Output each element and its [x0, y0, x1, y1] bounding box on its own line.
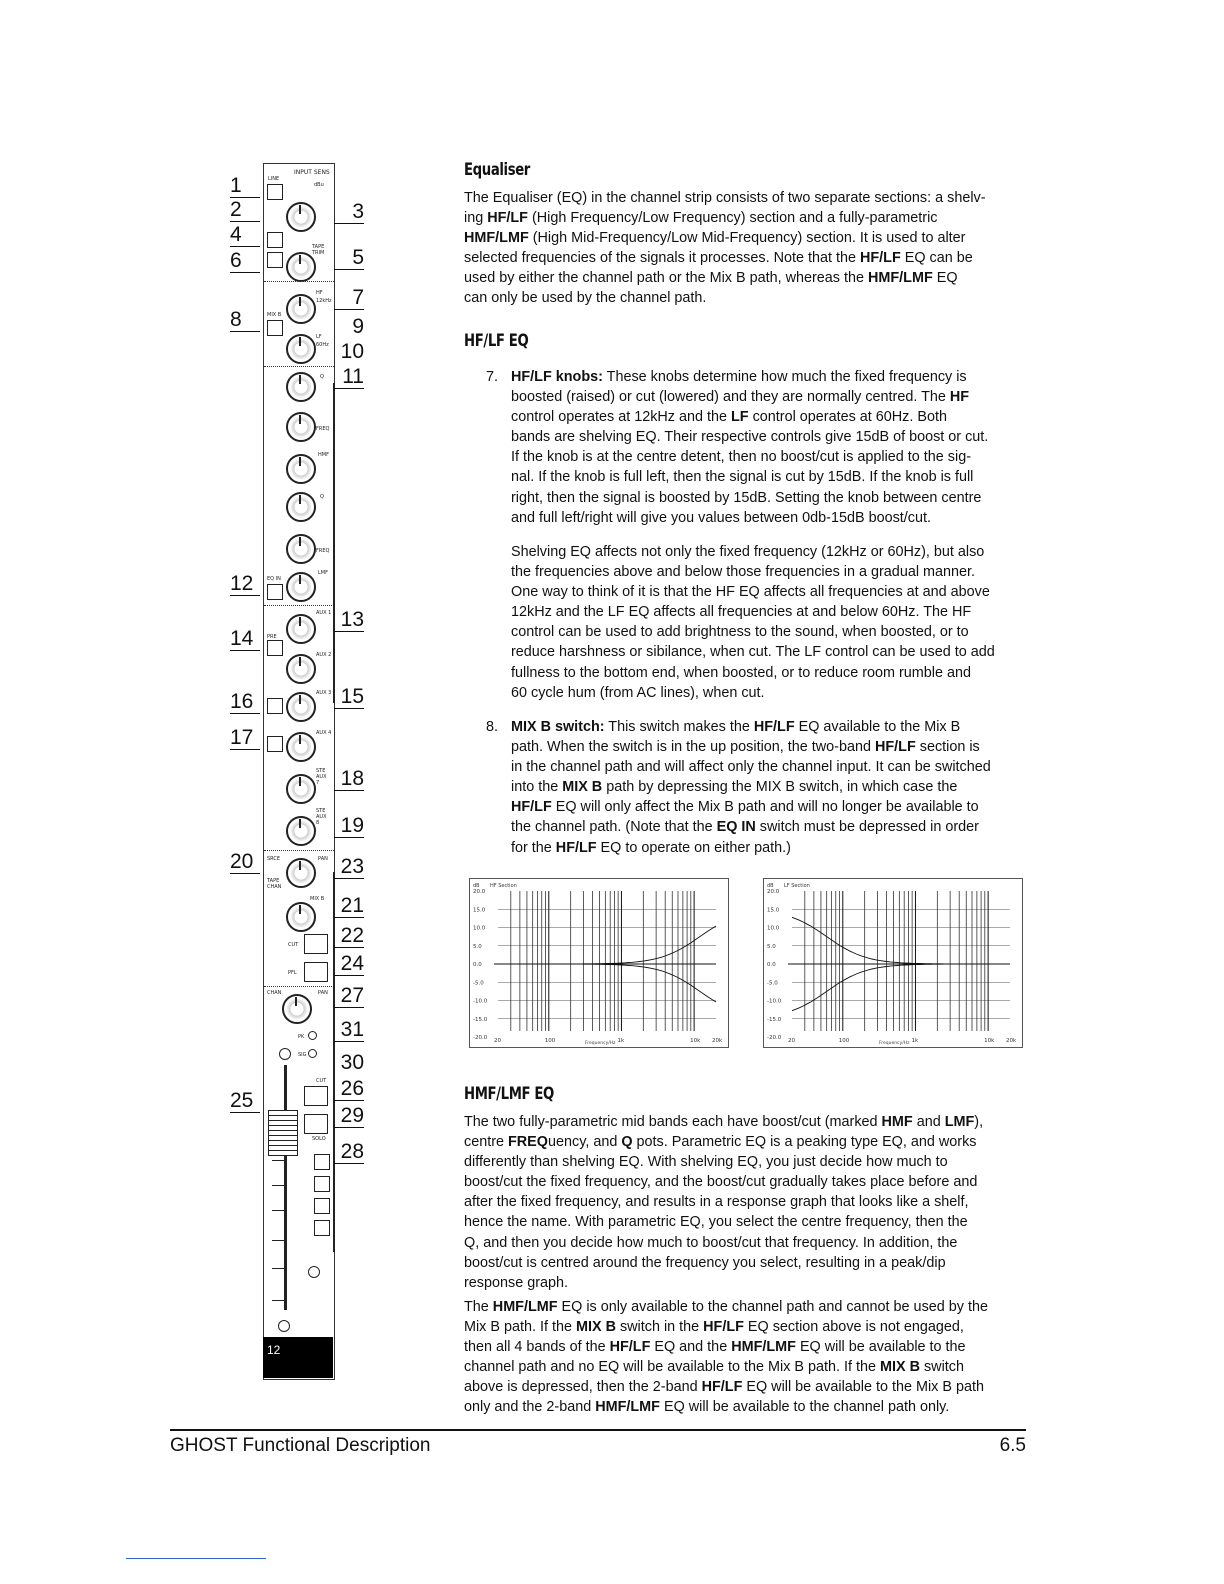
item-8-text — [511, 717, 1061, 858]
separator — [264, 605, 334, 606]
text-line: Shelving EQ affects not only the fixed frequency (12kHz or 60Hz), but also — [511, 544, 985, 560]
text-line: HF/LF EQ will only affect the Mix B path and will no longer be available to — [511, 799, 979, 816]
solo-button — [304, 1114, 328, 1134]
text-line: Mix B path. If the MIX B switch in the HF/LF EQ section above is not engaged, — [464, 1319, 964, 1336]
lmf-q-knob — [286, 492, 316, 522]
x-axis-label: Frequency/Hz — [585, 1041, 616, 1046]
eq-in-switch — [267, 584, 283, 600]
text-line: boosted (raised) or cut (lowered) and they are normally centred. The HF — [511, 389, 970, 406]
text-line: HF/LF knobs: These knobs determine how much the fixed frequency is — [511, 369, 967, 385]
y-tick-label: -15.0 — [473, 1016, 488, 1023]
boost-curve — [498, 926, 716, 964]
equaliser-paragraph — [464, 188, 1034, 309]
tape-trim-knob — [286, 252, 316, 282]
source-label: SRCE — [267, 856, 281, 862]
separator — [264, 986, 334, 987]
channel-cut-button — [304, 1086, 328, 1106]
mix-b-label: MIX B — [267, 312, 282, 318]
cut-label: CUT — [288, 942, 299, 948]
text-line: right, then the signal is boosted by 15dB. Setting the knob between centre — [511, 489, 982, 506]
aux3-knob — [286, 692, 316, 722]
line-switch — [267, 184, 283, 200]
input-sens-label: INPUT SENS — [294, 169, 330, 176]
callout-29: 29 — [334, 1105, 364, 1128]
callout-25: 25 — [230, 1090, 260, 1113]
callout-21: 21 — [334, 895, 364, 918]
separator — [264, 850, 334, 851]
hf-label: HF — [316, 290, 323, 296]
text-line: the channel path. (Note that the EQ IN switch must be depressed in order — [511, 819, 979, 836]
pan-label: PAN — [318, 856, 328, 862]
sig-label: SIG — [298, 1052, 307, 1058]
channel-number-plate — [263, 1337, 333, 1378]
callout-28: 28 — [334, 1141, 364, 1164]
text-line: MIX B switch: This switch makes the HF/LF EQ available to the Mix B — [511, 719, 961, 735]
pk-label: PK — [298, 1034, 305, 1040]
hmflmf-paragraph-2 — [464, 1297, 1039, 1418]
callout-22: 22 — [334, 925, 364, 948]
ste-aux7-label: STE AUX 7 — [316, 768, 327, 786]
aux2-knob — [286, 654, 316, 684]
x-tick-label: 10k — [690, 1038, 701, 1044]
lmf-freq-knob — [286, 534, 316, 564]
callout-27: 27 — [334, 985, 364, 1008]
callout-16: 16 — [230, 691, 260, 714]
x-tick-label: 1k — [617, 1038, 625, 1044]
hf-section-graph — [469, 878, 729, 1048]
footer-rule — [170, 1429, 1026, 1431]
text-line: control operates at 12kHz and the LF control operates at 60Hz. Both — [511, 409, 947, 426]
aux1-knob — [286, 614, 316, 644]
x-tick-label: 1k — [911, 1038, 919, 1044]
input-sens-knob — [286, 202, 316, 232]
text-line: ing HF/LF (High Frequency/Low Frequency) section and a fully-parametric — [464, 210, 938, 227]
pan-knob — [286, 858, 316, 888]
text-line: reduce harshness or sibilance, when cut. The LF control can be used to add — [511, 644, 995, 661]
bottom-link-line — [126, 1558, 266, 1559]
x-tick-label: 100 — [838, 1038, 850, 1044]
fader-tick — [272, 1210, 284, 1211]
graph-unit-label: dB — [473, 883, 480, 889]
text-line: in the channel path and will affect only the channel input. It can be switched — [511, 759, 991, 776]
callout-18: 18 — [334, 768, 364, 791]
x-tick-label: 10k — [984, 1038, 995, 1044]
aux2-label: AUX 2 — [316, 652, 332, 658]
graph-title: HF Section — [490, 883, 517, 889]
hmf-freq-label: FREQ — [316, 426, 330, 432]
text-line: The two fully-parametric mid bands each have boost/cut (marked HMF and LMF), — [464, 1114, 984, 1130]
route-5-6-switch — [314, 1198, 330, 1214]
text-line: If the knob is at the centre detent, then no boost/cut is applied to the sig- — [511, 449, 971, 466]
lf-knob — [286, 334, 316, 364]
callout-15: 15 — [334, 686, 364, 709]
equaliser-heading: Equaliser — [464, 160, 530, 180]
aux-switch — [267, 736, 283, 752]
aux4-knob — [286, 732, 316, 762]
callout-8: 8 — [230, 309, 260, 332]
y-tick-label: -20.0 — [767, 1035, 782, 1041]
text-line: response graph. — [464, 1274, 569, 1291]
lmf-label: LMF — [318, 570, 328, 576]
line-label: LINE — [268, 176, 280, 182]
mix-b-cut-button — [304, 934, 328, 954]
hmf-label: HMF — [318, 452, 329, 458]
pfl-label: PFL — [288, 970, 297, 976]
tape-source-label: TAPE — [267, 878, 280, 884]
route-3-4-switch — [314, 1176, 330, 1192]
callout-20: 20 — [230, 851, 260, 874]
fader-track — [284, 1065, 287, 1310]
lmf-q-label: Q — [320, 494, 324, 500]
pre-label: PRE — [267, 634, 277, 640]
channel-pan-knob — [282, 994, 312, 1024]
mix-b-knob-label: MIX B — [310, 896, 325, 902]
y-tick-label: 15.0 — [473, 907, 486, 914]
callout-9: 9 — [352, 315, 364, 338]
callout-13: 13 — [334, 609, 364, 632]
eq-in-label: EQ IN — [267, 576, 281, 582]
lf-section-graph — [763, 878, 1023, 1048]
callout-3: 3 — [334, 201, 364, 224]
chan-source-label: CHAN — [267, 884, 282, 890]
callout-2: 2 — [230, 199, 260, 222]
page-number: 6.5 — [999, 1435, 1026, 1456]
callout-31: 31 — [334, 1019, 364, 1042]
screw-icon — [308, 1266, 320, 1278]
route-7-8-switch — [314, 1220, 330, 1236]
pre-switch — [267, 640, 283, 656]
hmf-gain-knob — [286, 454, 316, 484]
hmf-freq-knob — [286, 412, 316, 442]
boost-curve — [792, 917, 1010, 964]
callout-4: 4 — [230, 224, 260, 247]
text-line: can only be used by the channel path. — [464, 290, 707, 307]
text-line: Q, and then you decide how much to boost/cut that frequency. In addition, the — [464, 1234, 958, 1251]
text-line: fullness to the bottom end, when boosted, or to reduce room rumble and — [511, 664, 971, 681]
lf-label: LF — [316, 334, 322, 340]
text-line: control can be used to add brightness to the sound, when boosted, or to — [511, 624, 969, 641]
mix-b-level-knob — [286, 902, 316, 932]
callout-7: 7 — [334, 287, 364, 310]
mix-b-pfl-button — [304, 962, 328, 982]
x-tick-label: 20 — [494, 1038, 501, 1044]
text-line: hence the name. With parametric EQ, you select the centre frequency, then the — [464, 1214, 968, 1231]
text-line: centre FREQuency, and Q pots. Parametric EQ is a peaking type EQ, and works — [464, 1134, 977, 1151]
callout-30: 30 — [340, 1051, 364, 1074]
dbu-label: dBu — [314, 182, 324, 188]
item-8-number: 8. — [486, 719, 499, 735]
y-tick-label: 15.0 — [767, 907, 780, 914]
text-line: then all 4 bands of the HF/LF EQ and the HMF/LMF EQ will be available to the — [464, 1339, 966, 1356]
text-line: into the MIX B path by depressing the MIX B switch, in which case the — [511, 779, 958, 796]
switch-4 — [267, 232, 283, 248]
callout-10: 10 — [340, 340, 364, 363]
text-line: boost/cut the fixed frequency, and the boost/cut gradually takes place before and — [464, 1174, 978, 1191]
text-line: The HMF/LMF EQ is only available to the channel path and cannot be used by the — [464, 1299, 988, 1315]
aux4-label: AUX 4 — [316, 730, 332, 736]
text-line: The Equaliser (EQ) in the channel strip consists of two separate sections: a shelv- — [464, 190, 986, 206]
text-line: for the HF/LF EQ to operate on either path.) — [511, 839, 791, 856]
text-line: 60 cycle hum (from AC lines), when cut. — [511, 684, 765, 701]
callout-24: 24 — [334, 953, 364, 976]
y-tick-label: -15.0 — [767, 1016, 782, 1023]
text-line: channel path and no EQ will be available to the Mix B path. If the MIX B switch — [464, 1359, 964, 1376]
text-line: and full left/right will give you values between 0db-15dB boost/cut. — [511, 509, 931, 526]
callout-19: 19 — [334, 815, 364, 838]
x-tick-label: 20k — [1006, 1038, 1017, 1044]
channel-strip-diagram — [263, 163, 335, 1380]
text-line: nal. If the knob is full left, then the signal is cut by 15dB. If the knob is full — [511, 469, 974, 486]
graph-unit-label: dB — [767, 883, 774, 889]
text-line: differently than shelving EQ. With shelving EQ, you just decide how much to — [464, 1154, 948, 1171]
callout-11: 11 — [334, 366, 364, 389]
x-tick-label: 100 — [544, 1038, 556, 1044]
cut-curve — [498, 964, 716, 1002]
y-tick-label: 5.0 — [473, 943, 482, 950]
y-tick-label: 5.0 — [767, 943, 776, 950]
hmf-q-label: Q — [320, 374, 324, 380]
hflf-heading: HF/LF EQ — [464, 331, 529, 351]
y-tick-label: -10.0 — [473, 998, 488, 1005]
fader-tick — [272, 1185, 284, 1186]
item-7 — [486, 367, 1036, 528]
aux1-label: AUX 1 — [316, 610, 332, 616]
y-tick-label: 0.0 — [767, 962, 776, 968]
aux3-label: AUX 3 — [316, 690, 332, 696]
callout-1: 1 — [230, 175, 260, 198]
item-8 — [486, 717, 1036, 858]
y-tick-label: -5.0 — [767, 980, 778, 987]
separator — [264, 366, 334, 367]
screw-icon — [279, 1048, 291, 1060]
hf-graph-svg — [470, 879, 728, 1047]
solo-label: SOLO — [312, 1136, 326, 1142]
callout-26: 26 — [334, 1078, 364, 1101]
mix-b-switch — [267, 320, 283, 336]
fader-tick — [272, 1160, 284, 1161]
callout-23: 23 — [334, 856, 364, 879]
text-line: after the fixed frequency, and results in a response graph that looks like a shelf, — [464, 1194, 969, 1211]
channel-cut-label: CUT — [316, 1078, 327, 1084]
graph-title: LF Section — [784, 883, 810, 889]
signal-led — [308, 1049, 317, 1058]
tape-trim-label: TAPE TRIM — [312, 244, 325, 256]
text-line: above is depressed, then the 2-band HF/LF EQ will be available to the Mix B path — [464, 1379, 984, 1396]
peak-led — [308, 1031, 317, 1040]
hmf-q-knob — [286, 372, 316, 402]
screw-icon — [278, 1320, 290, 1332]
shelving-paragraph — [511, 542, 1041, 703]
separator — [264, 281, 334, 282]
rev-switch — [267, 252, 283, 268]
fader-cap — [268, 1110, 298, 1156]
callout-12: 12 — [230, 573, 260, 596]
x-tick-label: 20k — [712, 1038, 723, 1044]
y-tick-label: 0.0 — [473, 962, 482, 968]
chan-pan-label: PAN — [318, 990, 328, 996]
callout-17: 17 — [230, 727, 260, 750]
hmflmf-heading: HMF/LMF EQ — [464, 1084, 554, 1104]
item-7-number: 7. — [486, 369, 499, 385]
text-line: the frequencies above and below those frequencies in a gradual manner. — [511, 564, 976, 581]
ste-aux7-knob — [286, 774, 316, 804]
footer-title: GHOST Functional Description — [170, 1435, 431, 1456]
item-7-text — [511, 367, 1061, 528]
fader-tick — [272, 1300, 284, 1301]
fader-tick — [272, 1268, 284, 1269]
chan-label: CHAN — [267, 990, 282, 996]
ste-aux8-knob — [286, 816, 316, 846]
ste-aux8-label: STE AUX 8 — [316, 808, 327, 826]
route-1-2-switch — [314, 1154, 330, 1170]
lf-freq-label: 60Hz — [316, 342, 329, 348]
y-tick-label: 10.0 — [473, 925, 486, 932]
text-line: selected frequencies of the signals it processes. Note that the HF/LF EQ can be — [464, 250, 973, 267]
lf-graph-svg — [764, 879, 1022, 1047]
mix-b-aux-switch — [267, 698, 283, 714]
y-tick-label: 20.0 — [473, 889, 486, 895]
hf-freq-label: 12kHz — [316, 298, 332, 304]
text-line: boost/cut is centred around the frequency you select, resulting in a peak/dip — [464, 1254, 946, 1271]
callout-14: 14 — [230, 628, 260, 651]
lmf-gain-knob — [286, 572, 316, 602]
callout-5: 5 — [334, 247, 364, 270]
callout-6: 6 — [230, 250, 260, 273]
x-tick-label: 20 — [788, 1038, 795, 1044]
y-tick-label: 10.0 — [767, 925, 780, 932]
text-line: 12kHz and the LF EQ affects all frequencies at and below 60Hz. The HF — [511, 604, 972, 621]
text-line: only and the 2-band HMF/LMF EQ will be available to the channel path only. — [464, 1399, 950, 1416]
text-line: used by either the channel path or the Mix B path, whereas the HMF/LMF EQ — [464, 270, 958, 287]
text-line: One way to think of it is that the HF EQ affects all frequencies at and above — [511, 584, 990, 601]
text-line: bands are shelving EQ. Their respective controls give 15dB of boost or cut. — [511, 429, 989, 446]
y-tick-label: 20.0 — [767, 889, 780, 895]
y-tick-label: -10.0 — [767, 998, 782, 1005]
cut-curve — [792, 964, 1010, 1011]
text-line: HMF/LMF (High Mid-Frequency/Low Mid-Frequency) section. It is used to alter — [464, 230, 966, 247]
channel-number: 12 — [267, 1343, 281, 1357]
x-axis-label: Frequency/Hz — [879, 1041, 910, 1046]
fader-tick — [272, 1240, 284, 1241]
y-tick-label: -20.0 — [473, 1035, 488, 1041]
bracket-line — [333, 383, 335, 703]
text-line: path. When the switch is in the up position, the two-band HF/LF section is — [511, 739, 980, 756]
hmflmf-paragraph-1 — [464, 1112, 1039, 1293]
lmf-freq-label: FREQ — [316, 548, 330, 554]
hf-knob — [286, 294, 316, 324]
y-tick-label: -5.0 — [473, 980, 484, 987]
